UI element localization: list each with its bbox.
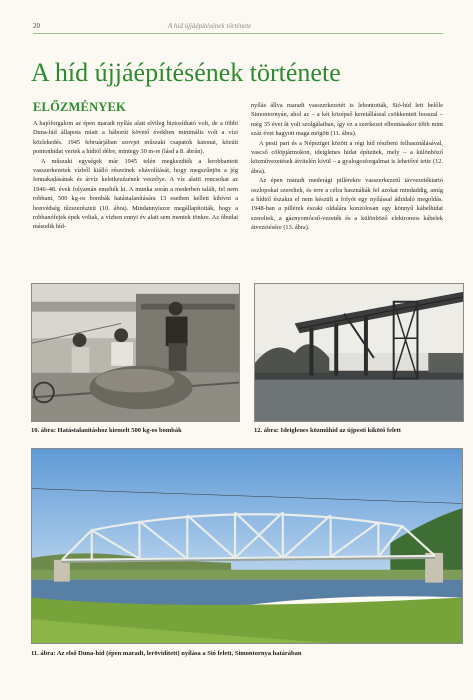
paragraph: A hajóforgalom az épen maradt nyílás alatt elvileg biztosítható volt, de a többi Duna-híd állapota miatt a háborút követő években minimális volt a vízi közlekedés. 1945 februárjában szovjet műszaki csapatok katonai, közúti pontonhidat vertek a hídtól délre, mintegy 30 m-re (lásd a 8. ábrán). — [33, 120, 238, 156]
running-title: A híd újjáépítésének története — [168, 22, 252, 30]
page-header — [33, 22, 443, 34]
left-text-column — [33, 119, 238, 232]
section-heading: ELŐZMÉNYEK — [33, 100, 126, 114]
figure-10-caption: 10. ábra: Hatástalanításhoz kiemelt 500 kg-os bombák — [31, 427, 182, 434]
right-text-column — [251, 101, 443, 233]
paragraph: A pesti part és a Népsziget között a régi híd részbeni felhasználásával, vascső cölöpjármokon, ideiglenes hidat építettek, mely – a különböző közművezetések átvitelén kívül – a gyalogosforgalmat is lehetővé tette (12. ábra). — [251, 139, 443, 175]
figure-11-caption: 11. ábra: Az első Duna-híd (épen maradt, lerövidített) nyílása a Sió felett, Simontornya határában — [31, 650, 302, 657]
paragraph: A műszaki egységek már 1945 telén megkezdték a lerobbantott vasszerkezetek vízből kiálló részeinek eltávolítását, hogy megszűnjön a jég fennakadásának és árvíz keletkezésének veszélye. A víz alatti roncsokat az 1946–48. évek folyamán emelték ki. A munka során a mederben talált, fel nem robbant, 500 kg-os bombák hatástalanítására 13 esetben kellett kihívni a honvédség tűzszerészeit (10. ábra). Mindannyiszor megállapították, hogy a robbanófejek épek voltak, a vízben ennyi év alatt sem mentek tönkre. Az óbudai második híd- — [33, 157, 238, 231]
paragraph: Az épen maradt mederági pillérekre vasszerkezetű távvezetéktartó oszlopokat szereltek, és erre a célra használták fel azokat mindaddig, amíg a hídtól északra el nem készült a folyót egy nyílással áthidaló megoldás. 1948-ban a pillérek északi oldalára konzolosan egy könnyű kábelhidat szereltek, a gáznyomócső-vezeték és a különböző elektromos kábelek átvezetésére (13. ábra). — [251, 177, 443, 232]
figure-10-photo — [31, 283, 240, 422]
figure-11-photo — [31, 448, 463, 644]
figure-12-caption: 12. ábra: Ideiglenes közműhíd az újpesti kikötő felett — [254, 427, 401, 434]
figure-12-photo — [254, 283, 464, 422]
page-number: 20 — [33, 22, 40, 30]
page-title: A híd újjáépítésének története — [31, 58, 341, 87]
paragraph: nyílás állva maradt vasszerkezetét is lebontották, Sió-híd lett belőle Simontornyán, ahol az – a két középső keretállással csökkentett hosszal – még 35 évet ât volt szolgálatban, így ez a szerkezet elbontásakor több mint száz évet hagyott maga mögött (11. ábra). — [251, 102, 443, 138]
